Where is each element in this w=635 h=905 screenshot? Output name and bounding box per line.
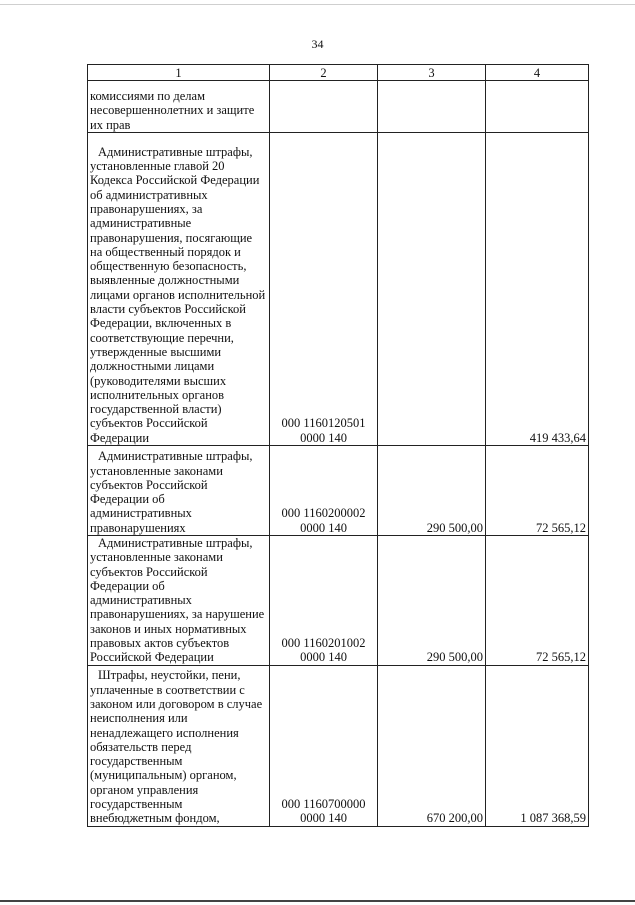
table-header-row xyxy=(88,65,589,81)
item-name: Административные штрафы, установленные законами субъектов Российской Федерации об административных правонарушениях, за нарушение законов и иных нормативных правовых актов субъектов Российской Федерации xyxy=(88,536,270,666)
revenue-table-body xyxy=(88,65,589,827)
column-header: 3 xyxy=(378,65,486,81)
table-row xyxy=(88,536,589,666)
budget-code: 000 1160200002 0000 140 xyxy=(270,446,378,536)
amount-col4: 72 565,12 xyxy=(486,446,589,536)
amount-col4: 419 433,64 xyxy=(486,133,589,446)
scan-artifact-top xyxy=(0,4,635,5)
table-row xyxy=(88,81,589,133)
amount-col3: 290 500,00 xyxy=(378,536,486,666)
scan-bottom-edge xyxy=(0,900,635,902)
item-name: комиссиями по делам несовершеннолетних и защите их прав xyxy=(88,81,270,133)
amount-col3 xyxy=(378,81,486,133)
amount-col4: 1 087 368,59 xyxy=(486,665,589,826)
amount-col3: 670 200,00 xyxy=(378,665,486,826)
amount-col3 xyxy=(378,133,486,446)
column-header: 2 xyxy=(270,65,378,81)
amount-col4: 72 565,12 xyxy=(486,536,589,666)
column-header: 4 xyxy=(486,65,589,81)
budget-code xyxy=(270,81,378,133)
amount-col3: 290 500,00 xyxy=(378,446,486,536)
budget-code: 000 1160700000 0000 140 xyxy=(270,665,378,826)
page-number: 34 xyxy=(311,37,324,51)
item-name: Административные штрафы, установленные законами субъектов Российской Федерации об административных правонарушениях xyxy=(88,446,270,536)
column-header: 1 xyxy=(88,65,270,81)
amount-col4 xyxy=(486,81,589,133)
item-name: Штрафы, неустойки, пени, уплаченные в соответствии с законом или договором в случае неисполнения или ненадлежащего исполнения обязательств перед государственным (муниципальным) органом, органом управления государственным внебюджетным фондом, xyxy=(88,665,270,826)
revenue-table xyxy=(87,64,589,827)
table-row xyxy=(88,133,589,446)
item-name: Административные штрафы, установленные главой 20 Кодекса Российской Федерации об административных правонарушениях, за административные правонарушения, посягающие на общественный порядок и общественную безопасность, выявленные должностными лицами органов исполнительной власти субъектов Российской Федерации, включенных в соответствующие перечни, утвержденные высшими должностными лицами (руководителями высших исполнительных органов государственной власти) субъектов Российской Федерации xyxy=(88,133,270,446)
table-row xyxy=(88,665,589,826)
table-row xyxy=(88,446,589,536)
budget-code: 000 1160201002 0000 140 xyxy=(270,536,378,666)
budget-code: 000 1160120501 0000 140 xyxy=(270,133,378,446)
